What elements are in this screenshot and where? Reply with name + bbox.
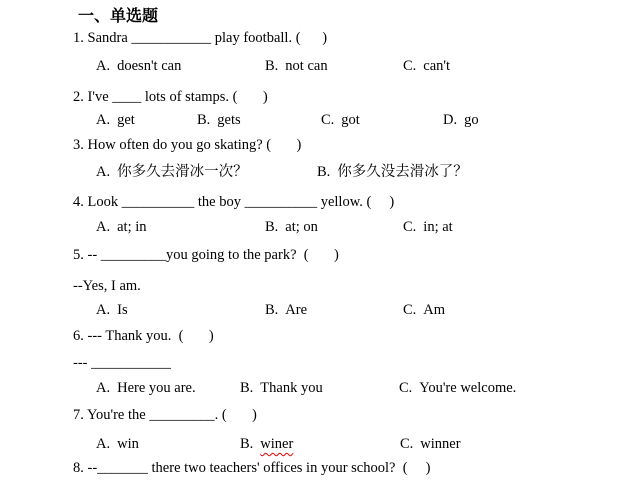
question-6-reply: --- ___________ [73,355,171,371]
option-label: B. [240,436,254,452]
option-text: doesn't can [117,58,182,74]
question-5-options [0,301,640,319]
question-7-text: 7. You're the _________. ( ) [73,407,257,423]
option-b [240,379,323,397]
question-3-text: 3. How often do you go skating? ( ) [73,137,302,153]
question-6-options [0,379,640,397]
option-a [96,111,135,129]
question-5-reply: --Yes, I am. [73,278,141,294]
option-label: A. [96,58,111,74]
option-label: A. [96,112,111,128]
option-label: C. [403,302,417,318]
option-text: 你多久去滑冰一次？ [117,164,248,180]
option-a [96,57,181,75]
option-label: B. [240,380,254,396]
option-c [403,218,453,236]
option-text: get [117,112,135,128]
option-a [96,163,248,181]
question-7-options [0,435,640,453]
option-text: Here you are. [117,380,196,396]
question-5-text: 5. -- _________you going to the park? ( ) [73,247,339,263]
option-a [96,218,147,236]
option-text: Are [285,302,308,318]
option-d [443,111,479,129]
option-text: in; at [423,219,453,235]
question-1-text: 1. Sandra ___________ play football. ( ) [73,30,328,46]
option-label: D. [443,112,458,128]
option-label: C. [399,380,413,396]
option-text: go [464,112,479,128]
question-2-options [0,111,640,129]
option-label: A. [96,219,111,235]
option-b [240,435,293,453]
option-c [403,301,445,319]
option-label: B. [265,58,279,74]
option-c [403,57,450,75]
option-text: not can [285,58,328,74]
option-b [317,163,468,181]
option-text: 你多久没去滑冰了？ [337,164,468,180]
option-text: at; on [285,219,318,235]
option-a [96,301,128,319]
option-text: got [341,112,360,128]
option-label: B. [265,219,279,235]
option-text: can't [423,58,451,74]
option-c [321,111,360,129]
option-label: B. [265,302,279,318]
option-text: win [117,436,139,452]
option-c [399,379,516,397]
option-text: You're welcome. [419,380,517,396]
question-3-options [0,163,640,181]
option-label: C. [403,58,417,74]
option-text: at; in [117,219,147,235]
question-4-options [0,218,640,236]
option-text-misspelled: winer [260,436,294,452]
question-8-text: 8. --_______ there two teachers' offices in your school? ( ) [73,460,431,476]
option-text: winner [420,436,461,452]
option-text: Am [423,302,446,318]
option-label: A. [96,302,111,318]
option-label: C. [400,436,414,452]
option-text: Is [117,302,128,318]
option-text: Thank you [260,380,323,396]
option-text: gets [217,112,241,128]
option-a [96,379,196,397]
option-label: A. [96,164,111,180]
option-b [197,111,241,129]
option-label: C. [403,219,417,235]
option-a [96,435,139,453]
option-b [265,301,307,319]
option-label: A. [96,380,111,396]
option-c [400,435,461,453]
question-1-options [0,57,640,75]
option-label: B. [317,164,331,180]
section-title: 一、单选题 [78,8,159,25]
option-label: B. [197,112,211,128]
question-6-text: 6. --- Thank you. ( ) [73,328,214,344]
question-2-text: 2. I've ____ lots of stamps. ( ) [73,89,268,105]
option-b [265,218,318,236]
question-4-text: 4. Look __________ the boy __________ yellow. ( ) [73,194,395,210]
option-b [265,57,328,75]
option-label: A. [96,436,111,452]
option-label: C. [321,112,335,128]
